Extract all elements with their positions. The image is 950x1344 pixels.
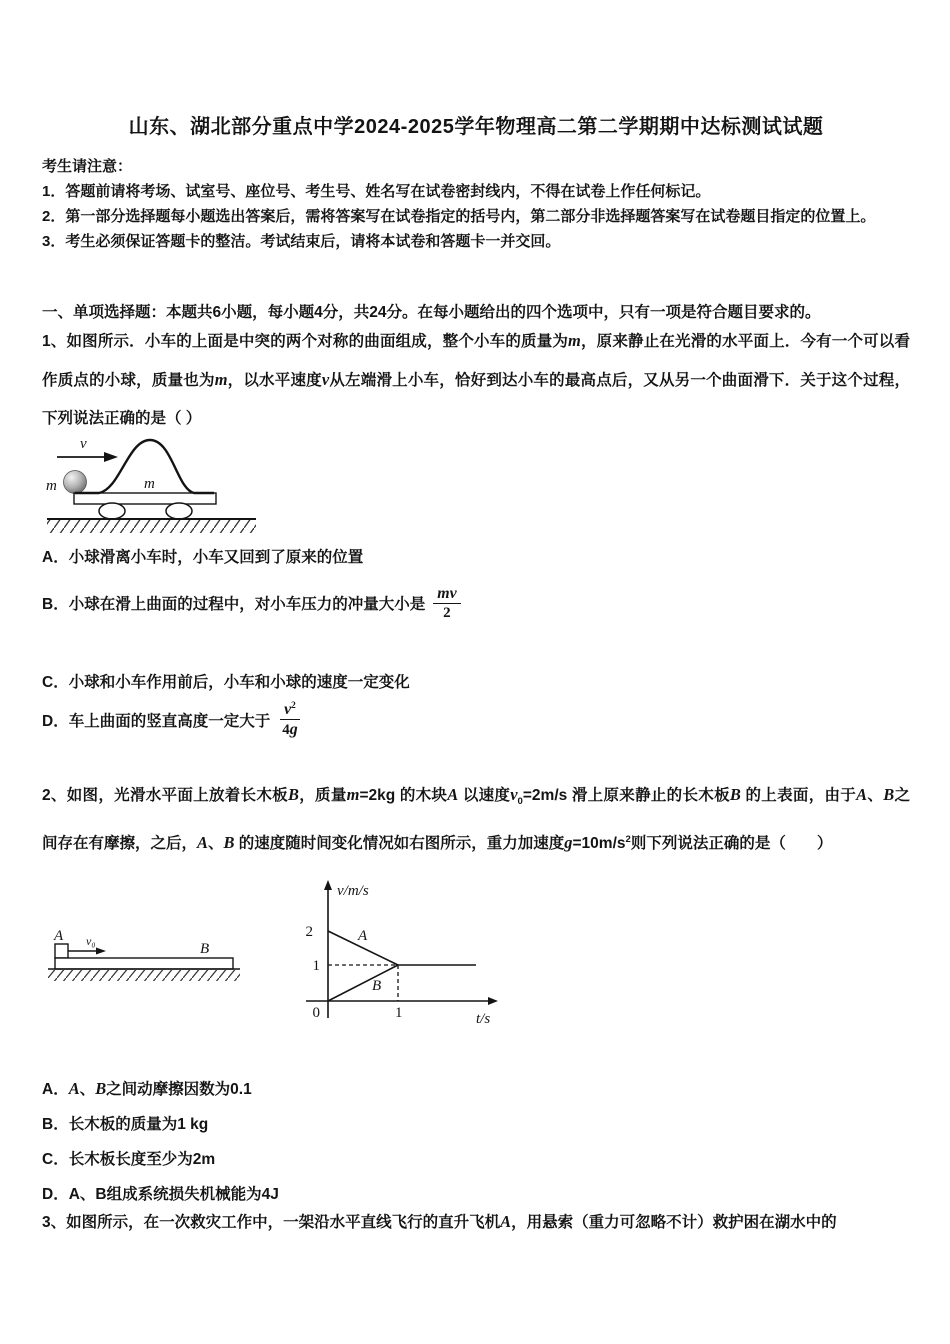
q1-option-c: C．小球和小车作用前后，小车和小球的速度一定变化 [42, 674, 410, 691]
x-axis-arrowhead [488, 997, 498, 1005]
cart-wheel-right [166, 503, 192, 519]
x-axis-label: t/s [476, 1011, 491, 1027]
q2-option-c: C．长木板长度至少为2m [42, 1151, 216, 1168]
line-b [328, 965, 398, 1001]
y-tick-1: 1 [312, 958, 320, 974]
fraction-mv-over-2: $\frac{mv}{2}$ [433, 584, 460, 622]
cart-platform [74, 493, 216, 504]
q2-options-block [42, 1071, 910, 1212]
q2-option-a: A．A、B之间动摩擦因数为0.1 [42, 1079, 252, 1098]
notice-item-3: 3．考生必须保证答题卡的整洁。考试结束后，请将本试卷和答题卡一并交回。 [42, 233, 561, 250]
y-tick-2: 2 [305, 924, 313, 940]
q1-option-d [42, 700, 910, 739]
q1-option-b [42, 584, 910, 622]
y-axis-label: v/m/s [337, 883, 369, 899]
plank-block-figure [48, 923, 248, 985]
q1-option-d-text: D．车上曲面的竖直高度一定大于 [42, 712, 271, 730]
notice-heading: 考生请注意： [42, 158, 133, 175]
cart-mass-label: m [144, 476, 155, 492]
ground-hatching [48, 970, 240, 981]
notice-block [42, 154, 910, 254]
cart-hump-figure [44, 430, 259, 536]
q2-option-b: B．长木板的质量为1 kg [42, 1116, 209, 1133]
q2-option-d: D．A、B组成系统损失机械能为4J [42, 1186, 279, 1203]
velocity-arrowhead [104, 452, 118, 462]
section-heading: 一、单项选择题：本题共6小题，每小题4分，共24分。在每小题给出的四个选项中，只有一项是符合题目要求的。 [42, 304, 821, 321]
x-tick-1: 1 [395, 1005, 403, 1021]
exam-title: 山东、湖北部分重点中学2024-2025学年物理高二第二学期期中达标测试试题 [128, 116, 824, 138]
block-a-label: A [54, 928, 64, 944]
line-b-label: B [372, 978, 382, 994]
ground-hatching [47, 520, 256, 533]
q1-option-b-text: B．小球在滑上曲面的过程中，对小车压力的冲量大小是 [42, 596, 426, 614]
block-a [55, 944, 68, 958]
question-1-stem: 1、如图所示．小车的上面是中突的两个对称的曲面组成，整个小车的质量为m，原来静止在光滑的水平面上．今有一个可以看作质点的小球，质量也为m，以水平速度v从左端滑上小车，恰好到达小车的最高点后，又从另一个曲面滑下．关于这个过程，下列说法正确的是（ ） [42, 331, 910, 427]
question-3-stem: 3、如图所示，在一次救灾工作中，一架沿水平直线飞行的直升飞机A，用悬索（重力可忽略不计）救护困在湖水中的 [42, 1212, 837, 1231]
ball-icon [64, 471, 87, 494]
line-a-label: A [358, 928, 368, 944]
v0-label: v₀ [86, 934, 96, 948]
cart-wheel-left [99, 503, 125, 519]
plank-b [55, 958, 233, 969]
notice-item-2: 2．第一部分选择题每小题选出答案后，需将答案写在试卷指定的括号内，第二部分非选择题答案写在试卷题目指定的位置上。 [42, 208, 876, 225]
ball-mass-label: m [46, 478, 57, 494]
question-2-stem: 2、如图，光滑水平面上放着长木板B，质量m=2kg 的木块A 以速度$v_0=2m/s$ 滑上原来静止的长木板B 的上表面，由于A、B之间存在有摩擦，之后，A、B 的速度随时间变化情况如右图所示，重力加速度$g=10m/s^2$则下列说法正确的是（ ） [42, 785, 910, 853]
y-axis-arrowhead [324, 880, 332, 890]
velocity-time-graph [280, 878, 505, 1036]
q1-option-a: A．小球滑离小车时，小车又回到了原来的位置 [42, 549, 364, 566]
origin-label: 0 [312, 1005, 320, 1021]
v0-arrowhead [96, 948, 106, 955]
notice-item-1: 1．答题前请将考场、试室号、座位号、考生号、姓名写在试卷密封线内，不得在试卷上作任何标记。 [42, 183, 711, 200]
plank-b-label: B [200, 941, 210, 957]
velocity-label: v [80, 436, 87, 452]
fraction-v2-over-4g: $\frac{v^2}{4g}$ [278, 700, 301, 739]
